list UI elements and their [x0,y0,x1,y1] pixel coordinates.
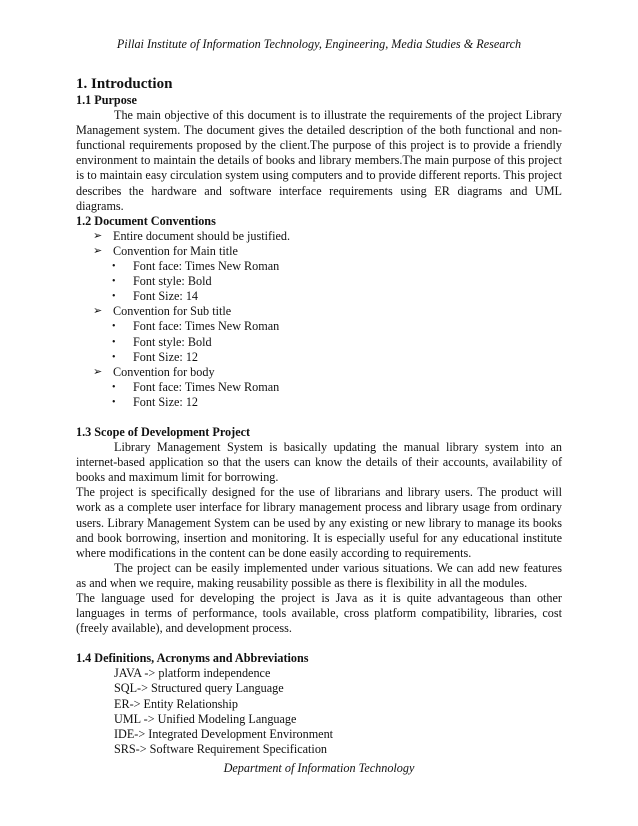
conventions-list [76,365,562,380]
running-header: Pillai Institute of Information Technology, Engineering, Media Studies & Research [116,37,522,51]
conventions-list [76,229,562,259]
bullet-text: Font face: Times New Roman [133,379,280,394]
scope-paragraph-4: The language used for developing the project is Java as it is quite advantageous than other languages in terms of performance, tools available, cross platform compatibility, libraries, cost (freely available), and development process. [76,591,562,636]
list-item [112,380,562,395]
scope-paragraph-2: The project is specifically designed for the use of librarians and library users. The product will work as a complete user interface for library management process and library usage from ordinary users. Library Management System can be used by any existing or new library to manage its books and book borrowing, insertion and monitoring. It is especially useful for any educational institute where modifications in the content can be done easily according to requirements. [76,485,562,560]
bullet-icon: • [112,261,116,273]
bullet-icon: • [112,396,116,408]
subsection-title-definitions: 1.4 Definitions, Acronyms and Abbreviations [76,651,309,666]
purpose-paragraph: The main objective of this document is to illustrate the requirements of the project Library Management system. The document gives the detailed description of the both functional and non-functional requirements proposed by the client.The purpose of this project is to provide a friendly environment to maintain the details of books and library members.The main purpose of this project is to maintain easy circulation system using computers and to provide different reports. This project describes the hardware and software interface requirements using ER diagrams and UML diagrams. [76,108,562,213]
list-item [112,395,562,410]
definition-item: ER-> Entity Relationship [114,696,238,711]
spacer [76,410,562,425]
scope-paragraph-3: The project can be easily implemented under various situations. We can add new features as and when we require, making reusability possible as there is flexibility in all the modules. [76,560,562,590]
subsection-title-purpose: 1.1 Purpose [76,93,137,107]
list-item [112,259,562,274]
convention-main-title: Convention for Main title [113,243,238,258]
conventions-list [76,304,562,319]
list-item [93,304,562,319]
arrow-icon: ➢ [93,244,103,257]
list-item [112,289,562,304]
bullet-icon: • [112,276,116,288]
arrow-icon: ➢ [93,305,103,318]
definition-item: IDE-> Integrated Development Environment [114,726,334,741]
list-item [112,274,562,289]
running-footer: Department of Information Technology [223,761,415,775]
bullet-text: Font Size: 12 [133,349,199,364]
bullet-text: Font face: Times New Roman [133,259,280,274]
sub-title-bullets [76,319,562,364]
body-bullets [76,380,562,410]
bullet-icon: • [112,336,116,348]
list-item [93,244,562,259]
convention-body: Convention for body [113,364,215,379]
bullet-text: Font style: Bold [133,334,212,349]
list-item [93,365,562,380]
page-content [76,75,562,757]
convention-sub-title: Convention for Sub title [113,304,232,319]
list-item [112,350,562,365]
scope-paragraph-1: Library Management System is basically updating the manual library system into an internet-based application so that the users can know the details of their accounts, availability of books and maximum limit for borrowing. [76,440,562,485]
convention-justified: Entire document should be justified. [113,228,291,243]
bullet-icon: • [112,381,116,393]
bullet-text: Font face: Times New Roman [133,319,280,334]
arrow-icon: ➢ [93,229,103,242]
bullet-icon: • [112,321,116,333]
spacer [76,636,562,651]
main-title-bullets [76,259,562,304]
definition-item: UML -> Unified Modeling Language [114,711,297,726]
bullet-text: Font Size: 14 [133,289,199,304]
bullet-icon: • [112,291,116,303]
list-item [112,319,562,334]
definition-item: JAVA -> platform independence [114,666,271,681]
definition-item: SRS-> Software Requirement Specification [114,741,328,756]
list-item [93,229,562,244]
bullet-text: Font Size: 12 [133,394,199,409]
bullet-icon: • [112,351,116,363]
definition-item: SQL-> Structured query Language [114,681,284,696]
subsection-title-scope: 1.3 Scope of Development Project [76,424,251,439]
section-title-introduction: 1. Introduction [76,76,173,92]
list-item [112,335,562,350]
arrow-icon: ➢ [93,365,103,378]
bullet-text: Font style: Bold [133,274,212,289]
subsection-title-conventions: 1.2 Document Conventions [76,213,216,228]
definitions-list [76,666,562,757]
